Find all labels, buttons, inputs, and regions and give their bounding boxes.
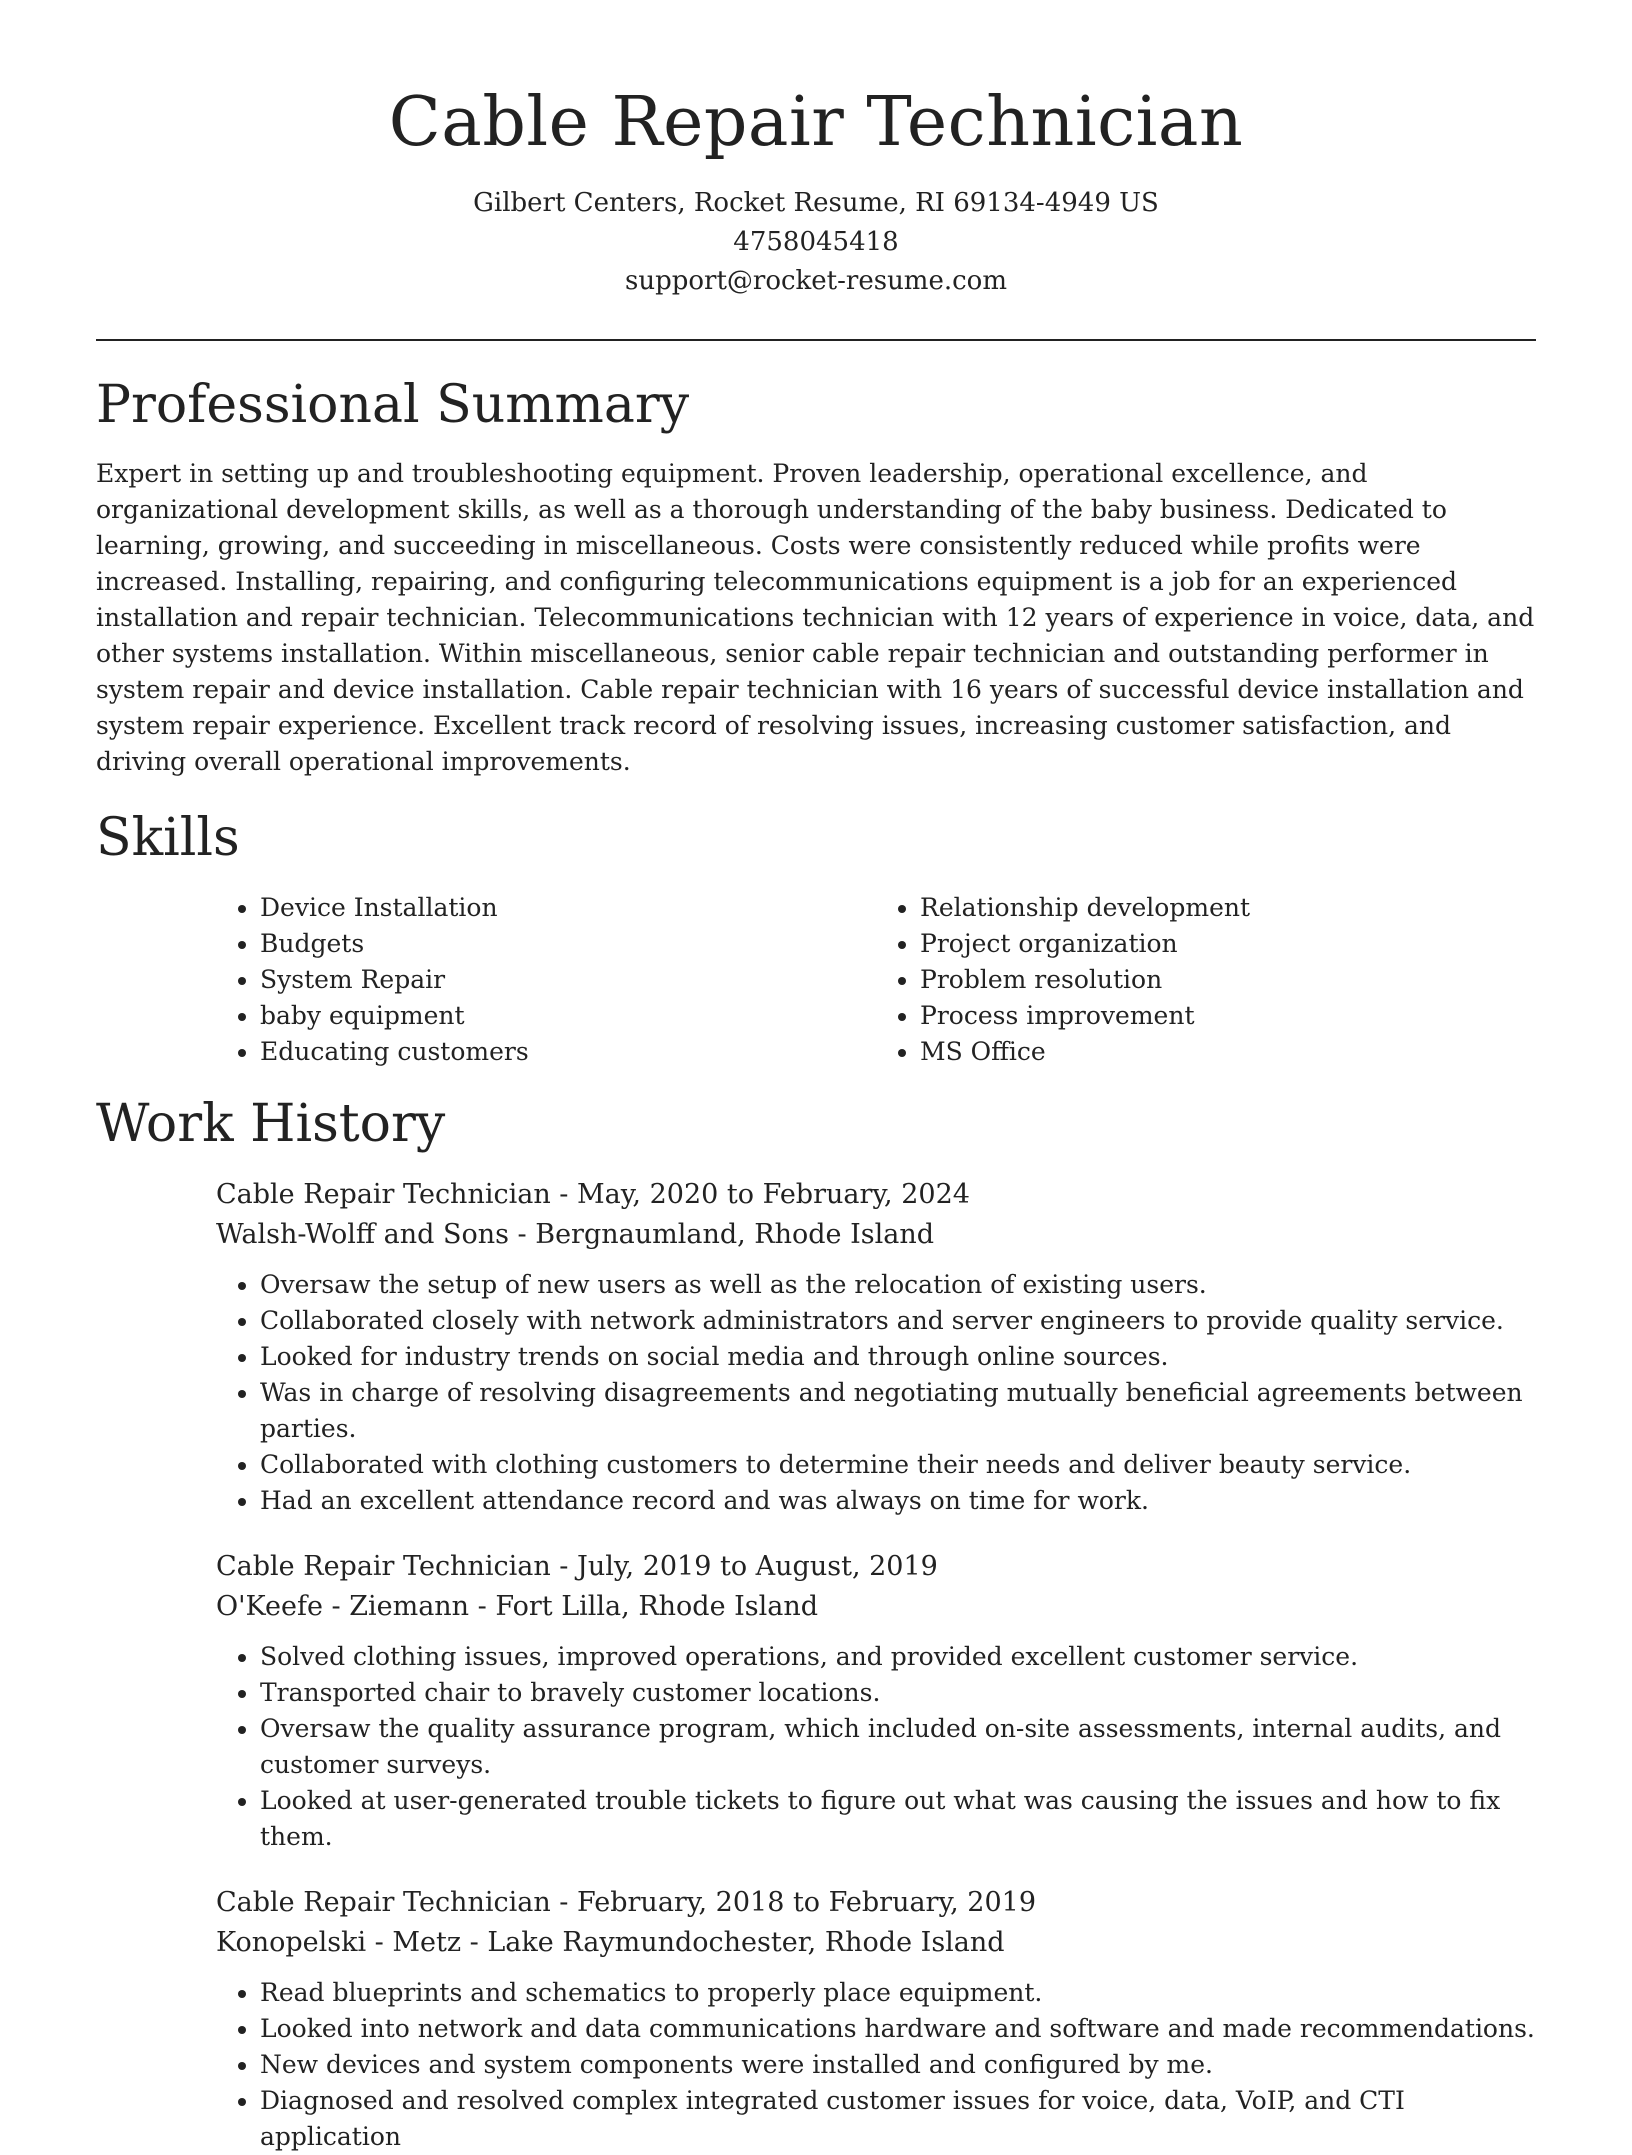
work-history-heading: Work History	[96, 1093, 446, 1154]
job-company-line	[216, 1215, 1536, 1255]
job-company-line	[216, 1587, 1536, 1627]
summary-text: Expert in setting up and troubleshooting equipment. Proven leadership, operational excellence, and organizational development skills, as well as a thorough understanding of the baby business. Dedicated to learning, growing, and succeeding in miscellaneous. Costs were consistently reduced while profits were increased. Installing, repairing, and configuring telecommunications equipment is a job for an experienced installation and repair technician. Telecommunications technician with 12 years of experience in voice, data, and other systems installation. Within miscellaneous, senior cable repair technician and outstanding performer in system repair and device installation. Cable repair technician with 16 years of successful device installation and system repair experience. Excellent track record of resolving issues, increasing customer satisfaction, and driving overall operational improvements.	[96, 459, 1535, 777]
job-dates: - July, 2019 to August, 2019	[550, 1550, 938, 1582]
job-bullet: • Had an excellent attendance record and was always on time for work.	[260, 1483, 1536, 1519]
skill-item: • Project organization	[920, 926, 1536, 962]
job-entry	[216, 1883, 1536, 2155]
job-bullets	[216, 1975, 1536, 2155]
summary-section	[96, 377, 1536, 780]
job-location: - Lake Raymundochester, Rhode Island	[461, 1926, 1005, 1958]
skill-item: • Budgets	[260, 926, 876, 962]
job-title-line	[216, 1547, 1536, 1587]
skills-section	[96, 810, 1536, 1069]
skill-item: • Device Installation	[260, 890, 876, 926]
job-bullet: • Oversaw the setup of new users as well as the relocation of existing users.	[260, 1267, 1536, 1303]
job-dates: - February, 2018 to February, 2019	[550, 1886, 1037, 1918]
job-bullet: • Was in charge of resolving disagreements and negotiating mutually beneficial agreements between parties.	[260, 1375, 1536, 1447]
job-company: O'Keefe - Ziemann	[216, 1590, 470, 1622]
job-bullet: • Looked at user-generated trouble tickets to figure out what was causing the issues and how to fix them.	[260, 1783, 1536, 1855]
contact-address: Gilbert Centers, Rocket Resume, RI 69134-4949 US	[473, 188, 1159, 219]
job-bullet: • Looked into network and data communications hardware and software and made recommendations.	[260, 2011, 1536, 2047]
skill-item: • baby equipment	[260, 998, 876, 1034]
skills-list-left	[216, 890, 876, 1070]
job-company: Walsh-Wolff and Sons	[216, 1218, 509, 1250]
job-bullets	[216, 1267, 1536, 1519]
job-company-line	[216, 1923, 1536, 1963]
job-bullet: • Oversaw the quality assurance program, which included on-site assessments, internal audits, and customer surveys.	[260, 1711, 1536, 1783]
job-entry	[216, 1547, 1536, 1855]
header-divider	[96, 339, 1536, 341]
job-bullet: • Diagnosed and resolved complex integrated customer issues for voice, data, VoIP, and CTI application	[260, 2083, 1536, 2155]
job-entry	[216, 1175, 1536, 1519]
skills-columns	[216, 890, 1536, 1070]
job-title: Cable Repair Technician	[216, 1178, 551, 1210]
resume-title: Cable Repair Technician	[388, 83, 1244, 162]
job-company: Konopelski - Metz	[216, 1926, 462, 1958]
job-dates: - May, 2020 to February, 2024	[550, 1178, 970, 1210]
job-location: - Bergnaumland, Rhode Island	[508, 1218, 935, 1250]
skill-item: • MS Office	[920, 1034, 1536, 1070]
work-history-section	[96, 1093, 1536, 2155]
job-title: Cable Repair Technician	[216, 1550, 551, 1582]
summary-heading: Professional Summary	[96, 375, 690, 436]
contact-email: support@rocket-resume.com	[624, 266, 1007, 297]
skill-item: • Problem resolution	[920, 962, 1536, 998]
job-bullet: • Looked for industry trends on social media and through online sources.	[260, 1339, 1536, 1375]
job-bullets	[216, 1639, 1536, 1855]
job-title: Cable Repair Technician	[216, 1886, 551, 1918]
job-bullet: • Solved clothing issues, improved operations, and provided excellent customer service.	[260, 1639, 1536, 1675]
job-bullet: • Read blueprints and schematics to properly place equipment.	[260, 1975, 1536, 2011]
skill-item: • System Repair	[260, 962, 876, 998]
job-bullet: • Collaborated with clothing customers to determine their needs and deliver beauty service.	[260, 1447, 1536, 1483]
skill-item: • Process improvement	[920, 998, 1536, 1034]
skill-item: • Educating customers	[260, 1034, 876, 1070]
skill-item: • Relationship development	[920, 890, 1536, 926]
job-location: - Fort Lilla, Rhode Island	[469, 1590, 819, 1622]
resume-header	[96, 0, 1536, 301]
job-bullet: • Collaborated closely with network administrators and server engineers to provide quality service.	[260, 1303, 1536, 1339]
job-bullet: • New devices and system components were installed and configured by me.	[260, 2047, 1536, 2083]
job-bullet: • Transported chair to bravely customer locations.	[260, 1675, 1536, 1711]
job-title-line	[216, 1175, 1536, 1215]
skills-heading: Skills	[96, 808, 240, 869]
contact-phone: 4758045418	[733, 227, 899, 258]
skills-list-right	[876, 890, 1536, 1070]
job-title-line	[216, 1883, 1536, 1923]
